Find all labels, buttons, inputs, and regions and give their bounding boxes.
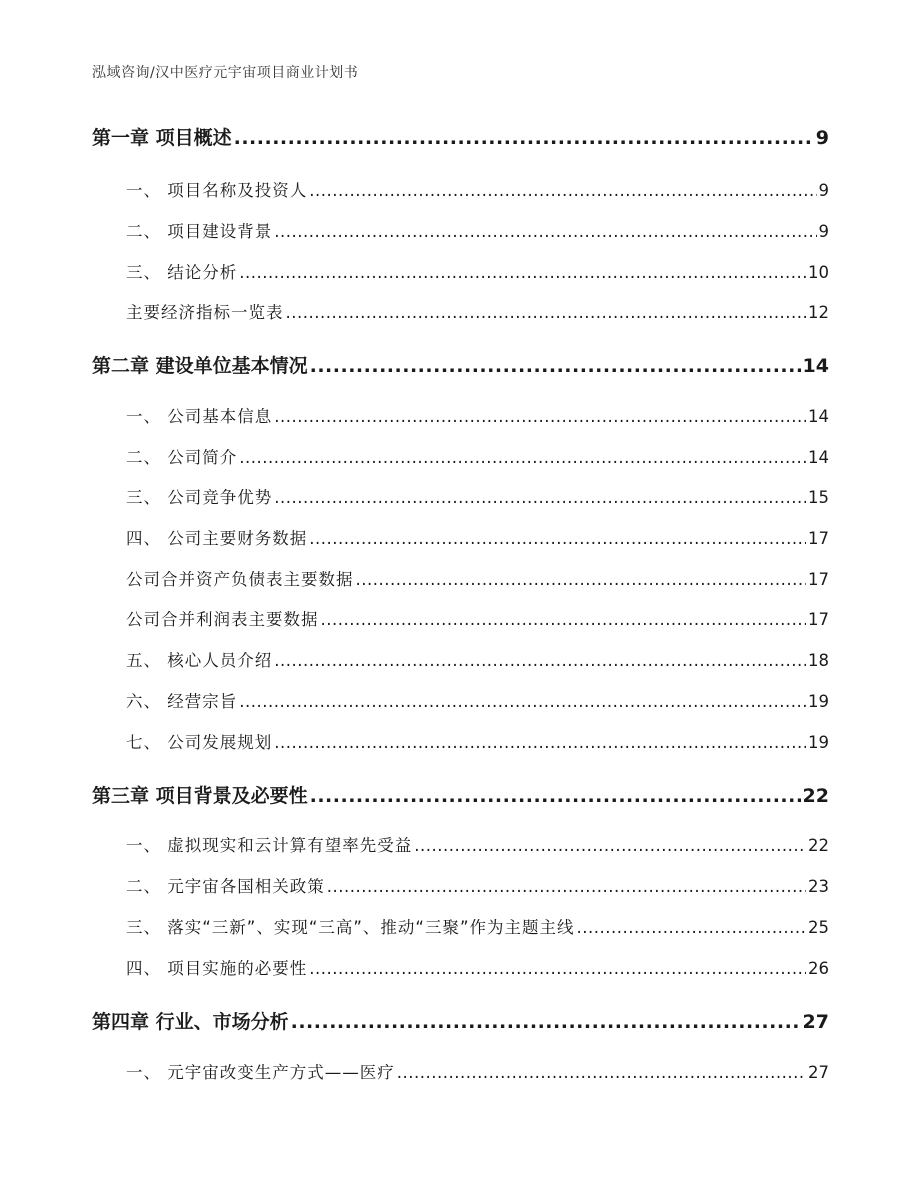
toc-entry-page: 14 (808, 407, 829, 426)
dot-leader (274, 651, 806, 670)
toc-entry-title: 六、 经营宗旨 (126, 692, 238, 711)
toc-entry-title: 第三章 项目背景及必要性 (92, 785, 308, 807)
dot-leader (310, 785, 801, 807)
toc-entry-page: 9 (815, 127, 829, 149)
toc-entry-title: 一、 虚拟现实和云计算有望率先受益 (126, 836, 413, 855)
toc-entry-title: 第一章 项目概述 (92, 127, 232, 149)
toc-section-entry[interactable] (126, 299, 829, 323)
toc-entry-title: 第四章 行业、市场分析 (92, 1011, 289, 1033)
toc-entry-title: 三、 落实“三新”、实现“三高”、推动“三聚”作为主题主线 (126, 918, 575, 937)
toc-section-entry[interactable] (126, 832, 829, 856)
toc-section-entry[interactable] (126, 566, 829, 590)
toc-entry-title: 四、 公司主要财务数据 (126, 529, 308, 548)
toc-entry-title: 五、 核心人员介绍 (126, 651, 273, 670)
toc-section-entry[interactable] (126, 525, 829, 549)
dot-leader (577, 918, 806, 937)
toc-entry-title: 三、 结论分析 (126, 263, 238, 282)
dot-leader (274, 488, 806, 507)
toc-section-entry[interactable] (126, 218, 829, 242)
dot-leader (239, 692, 806, 711)
dot-leader (234, 127, 814, 149)
dot-leader (397, 1063, 806, 1082)
toc-entry-page: 9 (818, 181, 829, 200)
dot-leader (309, 959, 806, 978)
dot-leader (274, 222, 816, 241)
toc-section-entry[interactable] (126, 403, 829, 427)
toc-entry-page: 18 (808, 651, 829, 670)
dot-leader (309, 529, 806, 548)
toc-section-entry[interactable] (126, 1059, 829, 1083)
toc-chapter-entry[interactable] (92, 123, 829, 150)
toc-section-entry[interactable] (126, 729, 829, 753)
toc-entry-title: 公司合并资产负债表主要数据 (126, 570, 354, 589)
dot-leader (321, 610, 807, 629)
dot-leader (309, 181, 816, 200)
toc-section-entry[interactable] (126, 647, 829, 671)
toc-entry-page: 26 (808, 959, 829, 978)
dot-leader (239, 263, 806, 282)
toc-entry-title: 二、 公司简介 (126, 448, 238, 467)
toc-entry-page: 10 (808, 263, 829, 282)
toc-entry-title: 七、 公司发展规划 (126, 733, 273, 752)
toc-chapter-entry[interactable] (92, 351, 829, 378)
toc-entry-title: 主要经济指标一览表 (126, 303, 284, 322)
toc-entry-page: 27 (802, 1011, 829, 1033)
dot-leader (286, 303, 807, 322)
toc-entry-page: 17 (808, 610, 829, 629)
running-header: 泓域咨询/汉中医疗元宇宙项目商业计划书 (92, 65, 359, 81)
toc-entry-title: 公司合并利润表主要数据 (126, 610, 319, 629)
dot-leader (327, 877, 806, 896)
toc-entry-page: 9 (818, 222, 829, 241)
toc-chapter-entry[interactable] (92, 781, 829, 808)
toc-section-entry[interactable] (126, 873, 829, 897)
toc-entry-page: 15 (808, 488, 829, 507)
toc-entry-page: 17 (808, 570, 829, 589)
toc-entry-title: 三、 公司竞争优势 (126, 488, 273, 507)
toc-entry-page: 19 (808, 733, 829, 752)
toc-entry-title: 一、 元宇宙改变生产方式——医疗 (126, 1063, 395, 1082)
dot-leader (310, 355, 801, 377)
dot-leader (274, 407, 806, 426)
toc-section-entry[interactable] (126, 688, 829, 712)
toc-chapter-entry[interactable] (92, 1007, 829, 1034)
toc-section-entry[interactable] (126, 177, 829, 201)
toc-entry-title: 二、 元宇宙各国相关政策 (126, 877, 325, 896)
toc-entry-page: 17 (808, 529, 829, 548)
toc-entry-title: 一、 项目名称及投资人 (126, 181, 308, 200)
toc-entry-page: 22 (808, 836, 829, 855)
toc-entry-page: 12 (808, 303, 829, 322)
toc-entry-page: 14 (802, 355, 829, 377)
dot-leader (274, 733, 806, 752)
toc-entry-title: 第二章 建设单位基本情况 (92, 355, 308, 377)
toc-entry-page: 22 (802, 785, 829, 807)
toc-entry-page: 23 (808, 877, 829, 896)
toc-section-entry[interactable] (126, 444, 829, 468)
dot-leader (291, 1011, 801, 1033)
toc-section-entry[interactable] (126, 606, 829, 630)
toc-section-entry[interactable] (126, 955, 829, 979)
toc-section-entry[interactable] (126, 914, 829, 938)
toc-entry-page: 27 (808, 1063, 829, 1082)
toc-entry-page: 19 (808, 692, 829, 711)
toc-section-entry[interactable] (126, 484, 829, 508)
dot-leader (239, 448, 806, 467)
toc-entry-title: 四、 项目实施的必要性 (126, 959, 308, 978)
dot-leader (356, 570, 807, 589)
toc-entry-page: 14 (808, 448, 829, 467)
toc-entry-page: 25 (808, 918, 829, 937)
toc-section-entry[interactable] (126, 259, 829, 283)
toc-entry-title: 二、 项目建设背景 (126, 222, 273, 241)
dot-leader (414, 836, 806, 855)
toc-entry-title: 一、 公司基本信息 (126, 407, 273, 426)
